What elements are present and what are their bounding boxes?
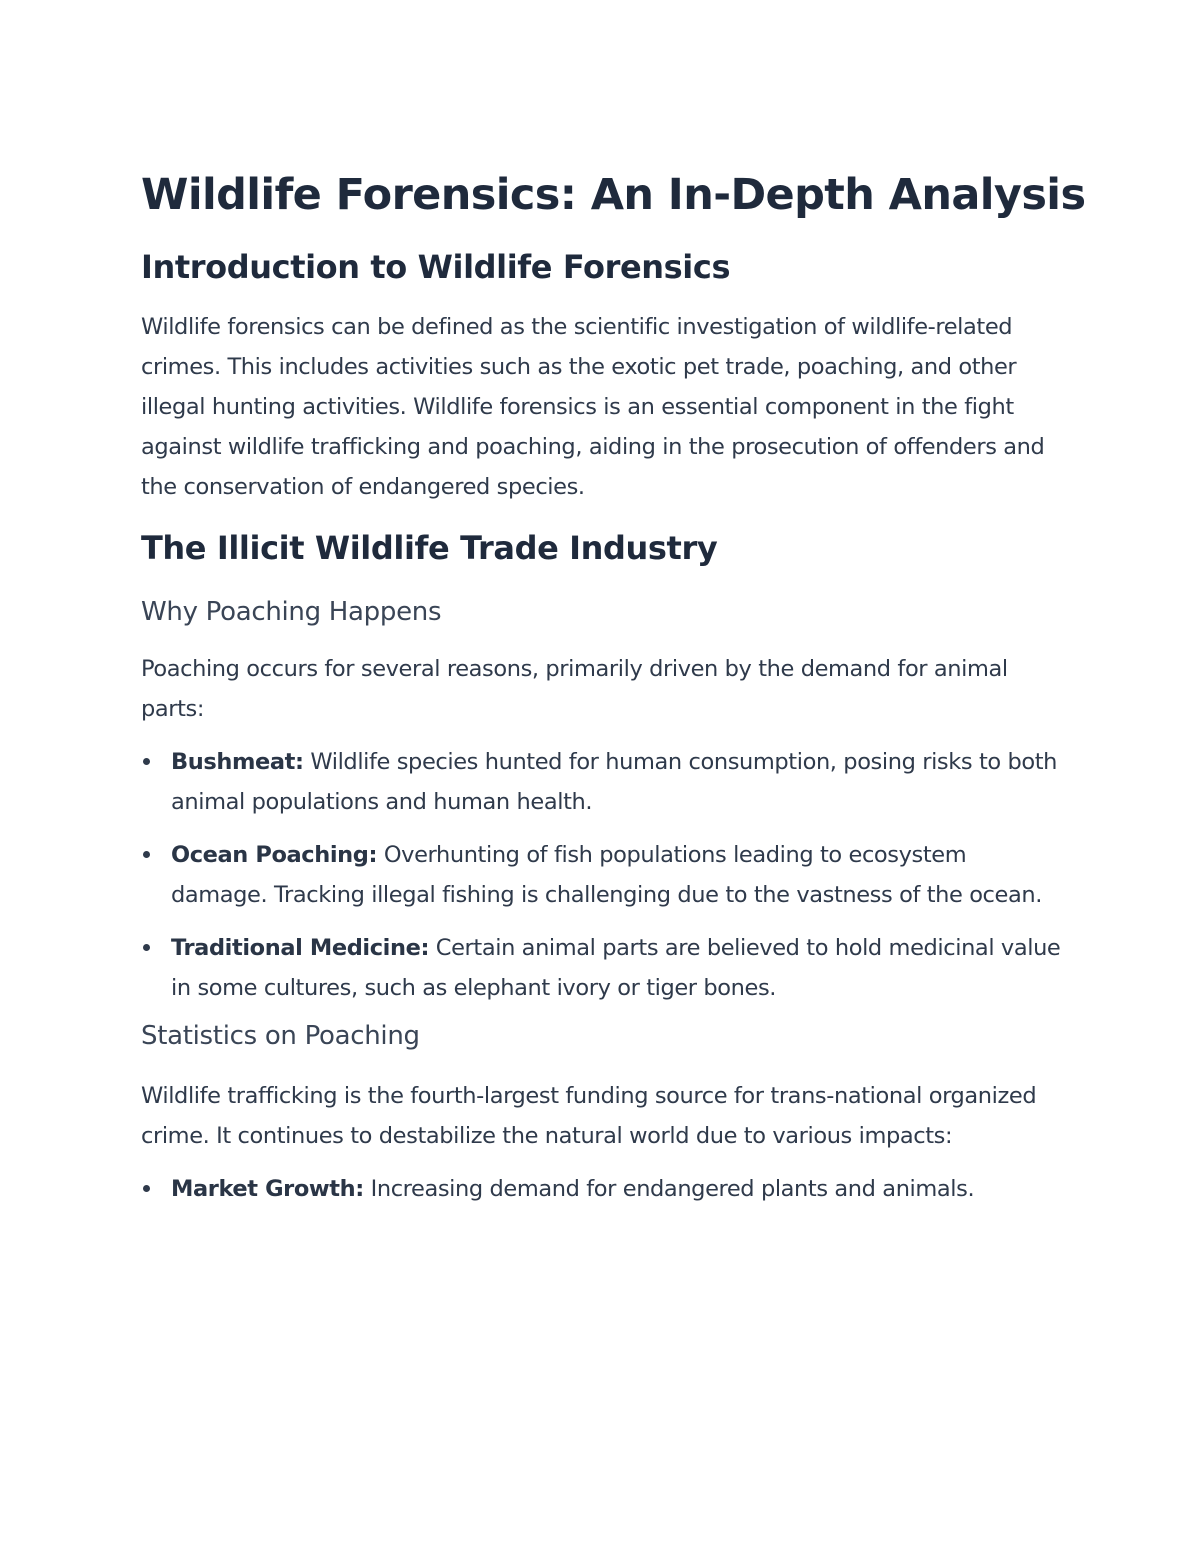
list-item (141, 742, 1066, 822)
impacts-list (141, 1169, 1066, 1209)
list-item (141, 835, 1066, 915)
list-item-text: Certain animal parts are believed to hold medicinal value in some cultures, such as elephant ivory or tiger bones. (171, 935, 1061, 1001)
list-item-term: Market Growth: (171, 1176, 364, 1202)
introduction-paragraph: Wildlife forensics can be defined as the scientific investigation of wildlife-related crimes. This includes activities such as the exotic pet trade, poaching, and other illegal hunting activities. Wildlife forensics is an essential component in the fight against wildlife trafficking and poaching, aiding in the prosecution of offenders and the conservation of endangered species. (141, 314, 1045, 500)
bullet-icon (143, 944, 150, 951)
list-item (141, 1169, 1066, 1209)
section-heading-introduction: Introduction to Wildlife Forensics (141, 248, 731, 286)
list-item (141, 928, 1066, 1008)
list-item-term: Traditional Medicine: (171, 935, 430, 961)
poaching-reasons-list (141, 742, 1066, 1008)
bullet-icon (143, 758, 150, 765)
why-poaching-paragraph: Poaching occurs for several reasons, primarily driven by the demand for animal parts: (141, 656, 1008, 722)
list-item-term: Ocean Poaching: (171, 842, 378, 868)
section-heading-illicit-trade: The Illicit Wildlife Trade Industry (141, 529, 718, 567)
statistics-paragraph: Wildlife trafficking is the fourth-largest funding source for trans-national organized crime. It continues to destabilize the natural world due to various impacts: (141, 1083, 1037, 1149)
list-item-text: Wildlife species hunted for human consumption, posing risks to both animal populations and human health. (171, 749, 1058, 815)
bullet-icon (143, 851, 150, 858)
list-item-term: Bushmeat: (171, 749, 304, 775)
list-item-text: Increasing demand for endangered plants and animals. (363, 1176, 975, 1202)
page-title: Wildlife Forensics: An In-Depth Analysis (141, 170, 1086, 220)
list-item-text: Overhunting of fish populations leading to ecosystem damage. Tracking illegal fishing is challenging due to the vastness of the ocean. (171, 842, 1042, 908)
subheading-why-poaching: Why Poaching Happens (141, 597, 442, 627)
subheading-statistics: Statistics on Poaching (141, 1021, 420, 1051)
bullet-icon (143, 1185, 150, 1192)
document-page (141, 164, 1086, 1209)
